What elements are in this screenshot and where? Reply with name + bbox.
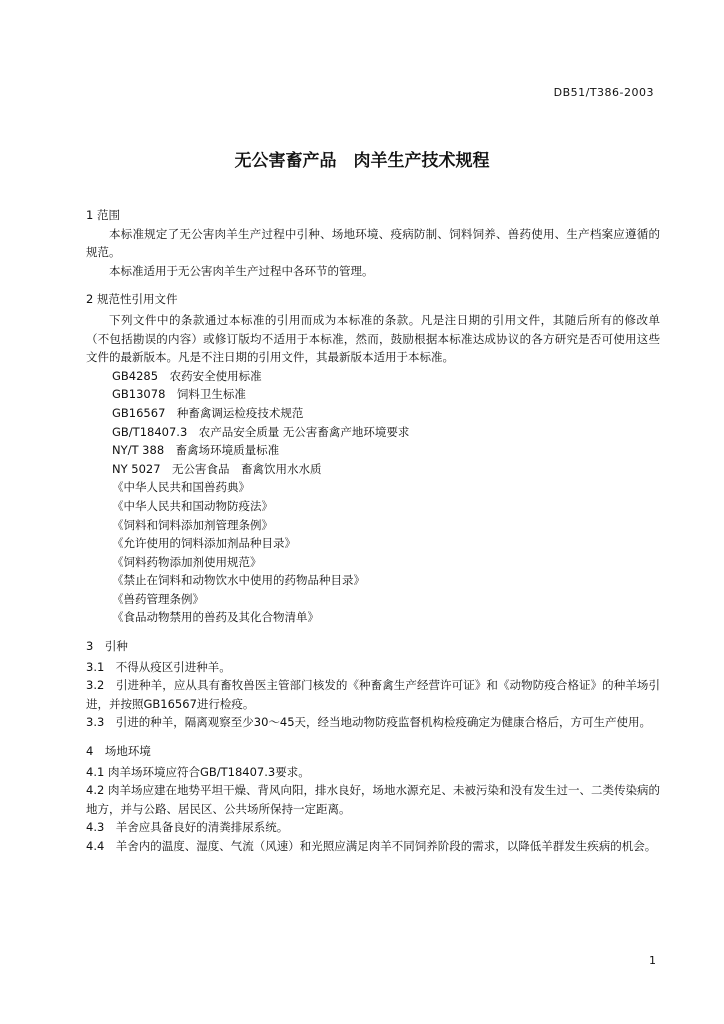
clause: 3.1 不得从疫区引进种羊。 bbox=[86, 659, 231, 674]
section-heading: 2 规范性引用文件 bbox=[86, 292, 178, 307]
page-number: 1 bbox=[649, 954, 656, 967]
reference-item: 《饲料和饲料添加剂管理条例》 bbox=[112, 517, 273, 532]
reference-item: NY 5027 无公害食品 畜禽饮用水水质 bbox=[112, 461, 322, 476]
clause: 4.3 羊舍应具备良好的清粪排尿系统。 bbox=[86, 820, 289, 835]
reference-item: 《食品动物禁用的兽药及其化合物清单》 bbox=[112, 610, 319, 625]
section-heading: 4 场地环境 bbox=[86, 744, 151, 759]
section-introduction-of-breeds bbox=[86, 637, 660, 732]
standard-code: DB51/T386-2003 bbox=[553, 86, 654, 99]
reference-item: NY/T 388 畜禽场环境质量标准 bbox=[112, 443, 280, 458]
document-body bbox=[86, 206, 660, 856]
section-normative-references bbox=[86, 290, 660, 627]
reference-item: GB13078 饲料卫生标准 bbox=[112, 387, 246, 402]
reference-item: GB4285 农药安全使用标准 bbox=[112, 368, 262, 383]
clause: 4.2 肉羊场应建在地势平坦干燥、背风向阳，排水良好，场地水源充足、未被污染和没有发生过一、二类传染病的地方，并与公路、居民区、公共场所保持一定距离。 bbox=[86, 783, 660, 816]
clause: 4.1 肉羊场环境应符合GB/T18407.3要求。 bbox=[86, 764, 310, 779]
section-heading: 1 范围 bbox=[86, 208, 120, 222]
paragraph: 本标准适用于无公害肉羊生产过程中各环节的管理。 bbox=[109, 263, 374, 278]
clause: 3.3 引进的种羊，隔离观察至少30～45天，经当地动物防疫监督机构检疫确定为健康合格后，方可生产使用。 bbox=[86, 715, 652, 730]
reference-item: GB/T18407.3 农产品安全质量 无公害畜禽产地环境要求 bbox=[112, 424, 410, 439]
document-title: 无公害畜产品 肉羊生产技术规程 bbox=[234, 151, 490, 171]
section-heading: 3 引种 bbox=[86, 639, 128, 654]
reference-item: 《兽药管理条例》 bbox=[112, 591, 204, 606]
reference-item: 《禁止在饲料和动物饮水中使用的药物品种目录》 bbox=[112, 573, 365, 588]
reference-item: 《允许使用的饲料添加剂品种目录》 bbox=[112, 536, 296, 551]
reference-item: 《中华人民共和国动物防疫法》 bbox=[112, 498, 273, 513]
section-scope bbox=[86, 206, 660, 280]
clause: 4.4 羊舍内的温度、湿度、气流（风速）和光照应满足肉羊不同饲养阶段的需求，以降低羊群发生疾病的机会。 bbox=[86, 839, 657, 853]
paragraph: 本标准规定了无公害肉羊生产过程中引种、场地环境、疫病防制、饲料饲养、兽药使用、生产档案应遵循的规范。 bbox=[86, 226, 660, 260]
reference-item: 《中华人民共和国兽药典》 bbox=[112, 480, 250, 495]
section-site-environment bbox=[86, 742, 660, 856]
reference-item: 《饲料药物添加剂使用规范》 bbox=[112, 554, 262, 569]
paragraph: 下列文件中的条款通过本标准的引用而成为本标准的条款。凡是注日期的引用文件，其随后所有的修改单（不包括勘误的内容）或修订版均不适用于本标准，然而，鼓励根据本标准达成协议的各方研究是否可使用这些文件的最新版本。凡是不注日期的引用文件，其最新版本适用于本标准。 bbox=[86, 312, 660, 365]
clause: 3.2 引进种羊，应从具有畜牧兽医主管部门核发的《种畜禽生产经营许可证》和《动物防疫合格证》的种羊场引进，并按照GB16567进行检疫。 bbox=[86, 678, 660, 711]
reference-list bbox=[86, 367, 660, 627]
reference-item: GB16567 种畜禽调运检疫技术规范 bbox=[112, 405, 304, 420]
